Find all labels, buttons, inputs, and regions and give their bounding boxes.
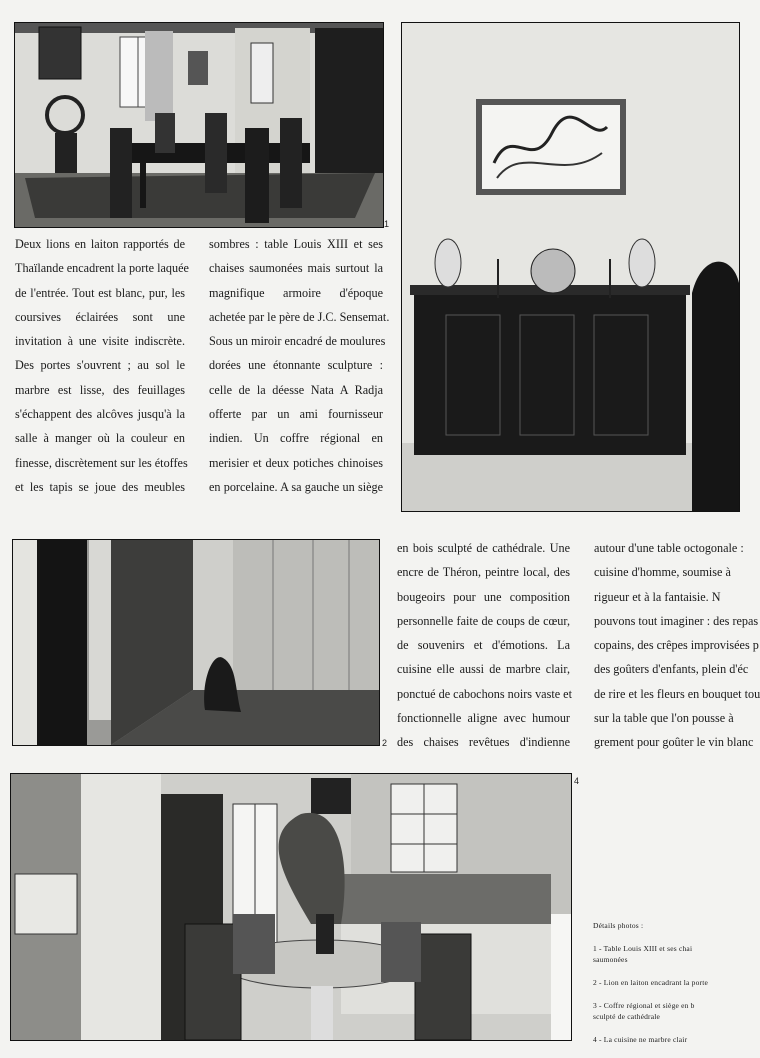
text-line: ponctué de cabochons noirs vaste et [397, 686, 572, 701]
text-line: Des portes s'ouvrent ; au sol le [15, 358, 185, 373]
text-line: magnifique armoire d'époque [209, 285, 383, 300]
text-line: bougeoirs pour une composition [397, 589, 570, 604]
caption-item: 1 - Table Louis XIII et ses chai [593, 944, 693, 953]
photo-sideboard [401, 22, 740, 512]
text-line: marbre est lisse, des feuillages [15, 382, 185, 397]
text-line: cuisine elle aussi de marbre clair, [397, 662, 570, 677]
text-line: en bois sculpté de cathédrale. Une [397, 541, 570, 555]
text-line: de souvenirs et d'émotions. La [397, 638, 570, 653]
photo-kitchen [10, 773, 572, 1041]
text-line: cuisine d'homme, soumise à [594, 565, 731, 580]
photo-number: 1 [384, 219, 390, 229]
article-column-4 [594, 536, 760, 755]
text-line: grement pour goûter le vin blanc [594, 735, 754, 750]
text-line: personnelle faite de coups de cœur, [397, 613, 570, 628]
text-line: des goûters d'enfants, plein d'éc [594, 662, 749, 677]
photo-hallway-lion [12, 539, 380, 746]
text-line: indien. Un coffre régional en [209, 431, 383, 446]
text-line: et les tapis se joue des meubles [15, 479, 185, 494]
photo-number: 2 [382, 738, 388, 748]
text-line: celle de la déesse Nata A Radja [209, 382, 383, 397]
text-line: coursives éclairées sont une [15, 309, 185, 324]
article-column-3 [397, 536, 570, 755]
captions-title: Détails photos : [593, 921, 644, 930]
caption-item: 4 - La cuisine ne marbre clair [593, 1035, 688, 1044]
text-line: s'échappent des alcôves jusqu'à la [15, 407, 185, 422]
text-line: copains, des crêpes improvisées p [594, 638, 759, 653]
text-line: Deux lions en laiton rapportés de [15, 237, 185, 251]
text-line: invitation à une visite indiscrète. [15, 334, 185, 349]
text-line: salle à manger où la couleur en [15, 431, 185, 446]
article-column-2 [209, 232, 390, 499]
caption-item: sculpté de cathédrale [593, 1012, 661, 1021]
text-line: offerte par un ami fournisseur [209, 407, 383, 422]
photo-dining-room [14, 22, 384, 228]
text-line: en porcelaine. A sa gauche un siège [209, 479, 383, 494]
caption-item: 2 - Lion en laiton encadrant la porte [593, 978, 709, 987]
article-column-1 [15, 232, 189, 499]
text-line: merisier et deux potiches chinoises [209, 455, 383, 470]
text-line: Thaïlande encadrent la porte laquée [15, 261, 189, 276]
text-line: sombres : table Louis XIII et ses [209, 237, 383, 251]
text-line: sur la table que l'on pousse à [594, 711, 734, 726]
text-line: fonctionnelle aligne avec humour [397, 711, 570, 726]
text-line: de rire et les fleurs en bouquet tou [594, 686, 760, 701]
photo-number: 4 [574, 776, 580, 786]
text-line: des chaises revêtues d'indienne [397, 735, 570, 750]
text-line: autour d'une table octogonale : [594, 541, 744, 555]
text-line: dorées une étonnante sculpture : [209, 358, 383, 373]
caption-item: 3 - Coffre régional et siège en b [593, 1001, 695, 1010]
text-line: encre de Théron, peintre local, des [397, 565, 570, 580]
text-line: Sous un miroir encadré de moulures [209, 334, 386, 349]
text-line: chaises saumonées mais surtout la [209, 261, 383, 276]
text-line: pouvons tout imaginer : des repas [594, 613, 759, 628]
text-line: rigueur et à la fantaisie. N [594, 589, 721, 604]
text-line: finesse, discrètement sur les étoffes [15, 455, 188, 470]
caption-item: saumonées [593, 955, 628, 964]
text-line: achetée par le père de J.C. Sensemat. [209, 309, 390, 324]
photo-captions [593, 920, 738, 1045]
text-line: de l'entrée. Tout est blanc, pur, les [15, 285, 185, 300]
